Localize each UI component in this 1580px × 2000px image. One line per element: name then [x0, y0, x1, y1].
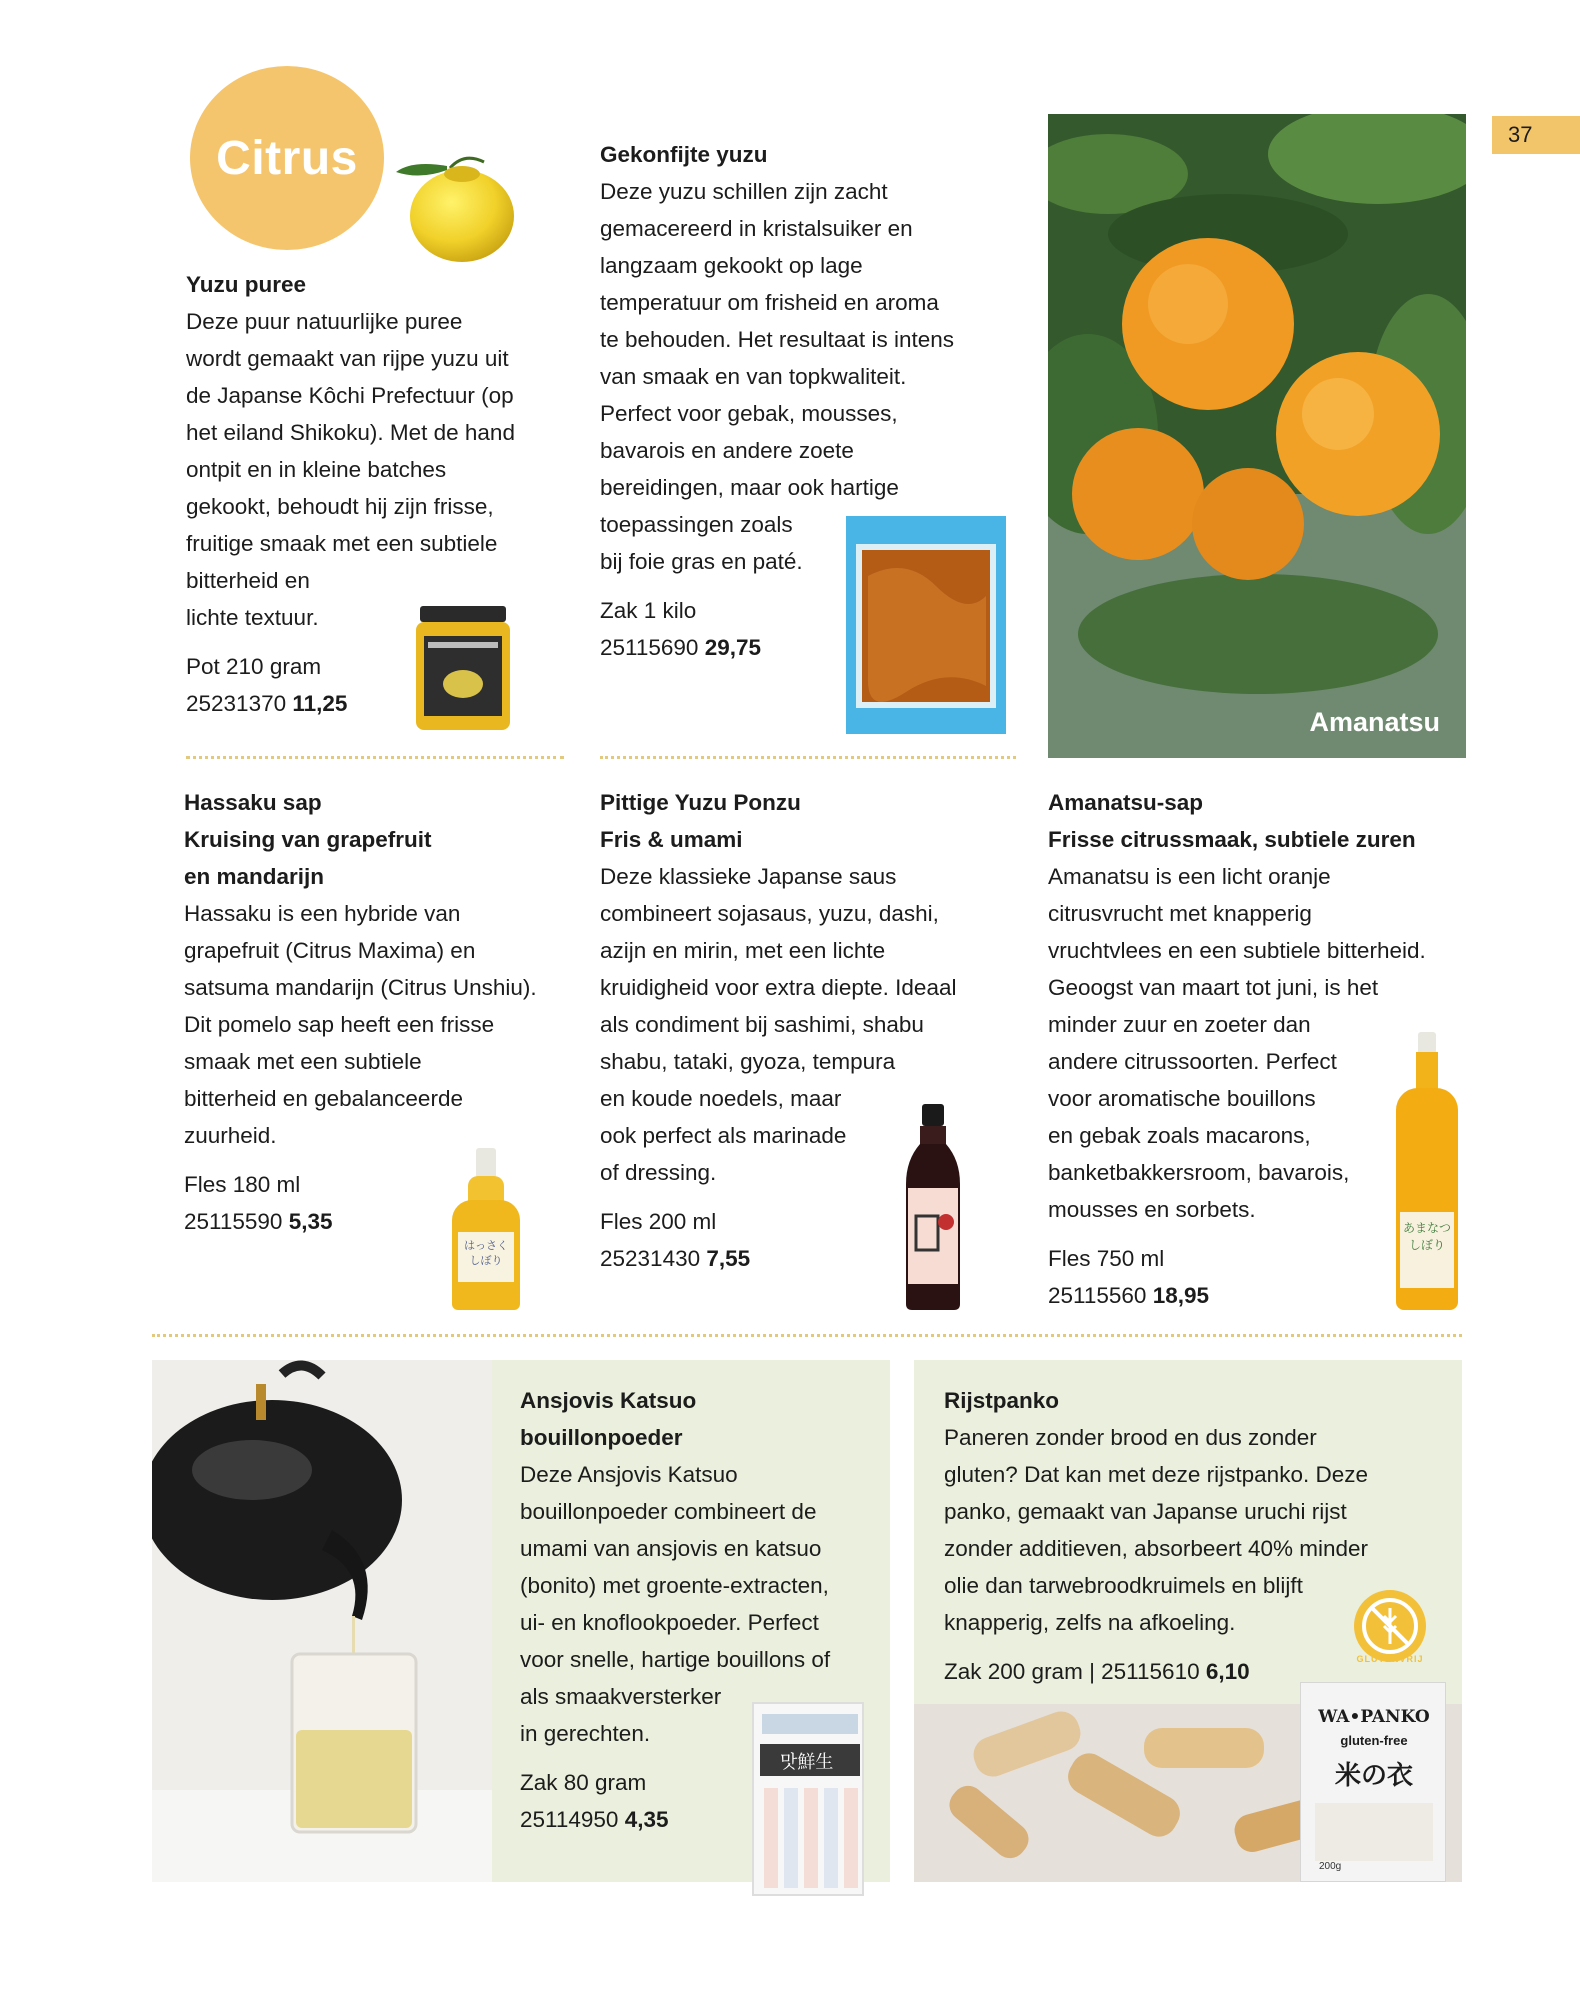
amanatsu-sap-size: Fles 750 ml — [1048, 1246, 1165, 1271]
amanatsu-photo — [1048, 114, 1466, 758]
yuzu-puree-line: bitterheid en — [186, 568, 310, 593]
yuzu-puree-line: de Japanse Kôchi Prefectuur (op — [186, 383, 514, 408]
product-code: 25231370 — [186, 691, 287, 716]
gekonfijte-yuzu-size: Zak 1 kilo — [600, 598, 697, 623]
hassaku-line: zuurheid. — [184, 1123, 277, 1148]
katsuo-line: voor snelle, hartige bouillons of — [520, 1647, 831, 1672]
teapot-photo — [152, 1360, 492, 1882]
katsuo-line: umami van ansjovis en katsuo — [520, 1536, 822, 1561]
category-badge-label: Citrus — [216, 131, 358, 185]
product-price: 5,35 — [288, 1209, 333, 1234]
panko-package-sub: gluten-free — [1340, 1733, 1408, 1748]
hassaku-line: Hassaku is een hybride van — [184, 901, 461, 926]
hassaku-subtitle: Kruising van grapefruit — [184, 827, 432, 852]
ponzu-line: als condiment bij sashimi, shabu — [600, 1012, 924, 1037]
amanatsu-sap-line: Amanatsu is een licht oranje — [1048, 864, 1331, 889]
amanatsu-tree-illustration — [1048, 114, 1466, 758]
product-code: 25231430 — [600, 1246, 701, 1271]
product-price: 7,55 — [706, 1246, 751, 1271]
panko-line: olie dan tarwebroodkruimels en blijft — [944, 1573, 1303, 1598]
panko-package-jp: 米の衣 — [1334, 1761, 1413, 1791]
katsuo-package-image — [752, 1702, 864, 1896]
hassaku-line: bitterheid en gebalanceerde — [184, 1086, 463, 1111]
gekonfijte-yuzu-line: bavarois en andere zoete — [600, 438, 854, 463]
product-price: 18,95 — [1152, 1283, 1210, 1308]
hassaku-line: smaak met een subtiele — [184, 1049, 422, 1074]
yuzu-puree-line: ontpit en in kleine batches — [186, 457, 447, 482]
panko-title: Rijstpanko — [944, 1388, 1060, 1413]
gluten-free-badge — [1346, 1586, 1434, 1674]
yuzu-puree-line: gekookt, behoudt hij zijn frisse, — [186, 494, 494, 519]
product-code: 25115590 — [184, 1209, 283, 1234]
katsuo-line: (bonito) met groente-extracten, — [520, 1573, 829, 1598]
yuzu-puree-line: het eiland Shikoku). Met de hand — [186, 420, 515, 445]
panko-line: gluten? Dat kan met deze rijstpanko. Deze — [944, 1462, 1368, 1487]
separator — [186, 756, 564, 759]
product-price: 11,25 — [292, 691, 348, 716]
yuzu-puree-line: wordt gemaakt van rijpe yuzu uit — [186, 346, 509, 371]
product-price: 6,10 — [1205, 1659, 1250, 1684]
product-code: 25115690 — [600, 635, 699, 660]
amanatsu-photo-caption: Amanatsu — [1309, 707, 1440, 737]
katsuo-line: als smaakversterker — [520, 1684, 722, 1709]
ponzu-line: en koude noedels, maar — [600, 1086, 842, 1111]
ponzu-line: kruidigheid voor extra diepte. Ideaal — [600, 975, 957, 1000]
hassaku-size: Fles 180 ml — [184, 1172, 301, 1197]
gekonfijte-yuzu-line: langzaam gekookt op lage — [600, 253, 863, 278]
yuzu-puree-size: Pot 210 gram — [186, 654, 322, 679]
yuzu-puree-jar-image — [412, 606, 514, 732]
hassaku-bottle-label: はっさく しぼり — [458, 1232, 514, 1282]
amanatsu-sap-line: voor aromatische bouillons — [1048, 1086, 1316, 1111]
hassaku-line: Dit pomelo sap heeft een frisse — [184, 1012, 495, 1037]
hassaku-title: Hassaku sap — [184, 790, 322, 815]
ponzu-title: Pittige Yuzu Ponzu — [600, 790, 801, 815]
ponzu-line: azijn en mirin, met een lichte — [600, 938, 886, 963]
amanatsu-sap-line: Geoogst van maart tot juni, is het — [1048, 975, 1379, 1000]
hassaku-bottle-image — [450, 1148, 522, 1310]
hassaku-subtitle: en mandarijn — [184, 864, 325, 889]
gekonfijte-yuzu-line: gemacereerd in kristalsuiker en — [600, 216, 913, 241]
panko-line: knapperig, zelfs na afkoeling. — [944, 1610, 1236, 1635]
katsuo-line: bouillonpoeder combineert de — [520, 1499, 817, 1524]
hassaku-code-price — [184, 1203, 584, 1240]
hassaku-line: satsuma mandarijn (Citrus Unshiu). — [184, 975, 537, 1000]
gekonfijte-yuzu-line: van smaak en van topkwaliteit. — [600, 364, 907, 389]
katsuo-size: Zak 80 gram — [520, 1770, 647, 1795]
katsuo-line: in gerechten. — [520, 1721, 651, 1746]
page-number: 37 — [1492, 116, 1580, 154]
panko-line: panko, gemaakt van Japanse uruchi rijst — [944, 1499, 1347, 1524]
product-price: 4,35 — [624, 1807, 669, 1832]
amanatsu-bottle-image — [1392, 1032, 1462, 1310]
panko-line: Paneren zonder brood en dus zonder — [944, 1425, 1317, 1450]
ponzu-line: ook perfect als marinade — [600, 1123, 847, 1148]
gekonfijte-yuzu-line: Deze yuzu schillen zijn zacht — [600, 179, 888, 204]
yuzu-puree-line: lichte textuur. — [186, 605, 319, 630]
amanatsu-sap-line: mousses en sorbets. — [1048, 1197, 1256, 1222]
gekonfijte-yuzu-line: bereidingen, maar ook hartige — [600, 475, 899, 500]
separator — [600, 756, 1016, 759]
yuzu-puree-line: Deze puur natuurlijke puree — [186, 309, 463, 334]
amanatsu-sap-line: andere citrussoorten. Perfect — [1048, 1049, 1337, 1074]
amanatsu-sap-subtitle: Frisse citrussmaak, subtiele zuren — [1048, 827, 1416, 852]
amanatsu-bottle-label: あまなつ しぼり — [1400, 1212, 1454, 1288]
yuzu-puree-line: fruitige smaak met een subtiele — [186, 531, 498, 556]
panko-package-weight: 200g — [1319, 1861, 1342, 1872]
product-code: 25114950 — [520, 1807, 619, 1832]
hassaku-block — [184, 784, 584, 1240]
katsuo-title: bouillonpoeder — [520, 1425, 683, 1450]
ponzu-size: Fles 200 ml — [600, 1209, 717, 1234]
teapot-illustration — [152, 1360, 492, 1882]
ponzu-line: combineert sojasaus, yuzu, dashi, — [600, 901, 939, 926]
amanatsu-sap-line: banketbakkersroom, bavarois, — [1048, 1160, 1350, 1185]
ponzu-subtitle: Fris & umami — [600, 827, 743, 852]
yuzu-puree-title: Yuzu puree — [186, 272, 307, 297]
amanatsu-sap-line: en gebak zoals macarons, — [1048, 1123, 1311, 1148]
katsuo-package-title: 맛鮮生 — [780, 1752, 834, 1773]
ponzu-line: Deze klassieke Japanse saus — [600, 864, 897, 889]
separator — [152, 1334, 1462, 1337]
amanatsu-sap-line: minder zuur en zoeter dan — [1048, 1012, 1311, 1037]
amanatsu-sap-line: citrusvrucht met knapperig — [1048, 901, 1312, 926]
product-price: 29,75 — [704, 635, 762, 660]
ponzu-line: shabu, tataki, gyoza, tempura — [600, 1049, 896, 1074]
katsuo-line: Deze Ansjovis Katsuo — [520, 1462, 738, 1487]
gekonfijte-yuzu-line: toepassingen zoals — [600, 512, 793, 537]
katsuo-line: ui- en knoflookpoeder. Perfect — [520, 1610, 819, 1635]
gluten-free-badge-label: GLUTENVRIJ — [1356, 1654, 1424, 1664]
panko-line: zonder additieven, absorbeert 40% minder — [944, 1536, 1369, 1561]
gekonfijte-yuzu-line: Perfect voor gebak, mousses, — [600, 401, 898, 426]
amanatsu-sap-title: Amanatsu-sap — [1048, 790, 1204, 815]
panko-package-brand: WA•PANKO — [1318, 1707, 1430, 1727]
hassaku-line: grapefruit (Citrus Maxima) en — [184, 938, 476, 963]
ponzu-line: of dressing. — [600, 1160, 717, 1185]
gekonfijte-yuzu-title: Gekonfijte yuzu — [600, 142, 768, 167]
yuzu-fruit-image — [392, 146, 532, 264]
category-badge — [190, 66, 384, 250]
ponzu-bottle-image — [902, 1104, 964, 1310]
product-size-code: Zak 200 gram | 25115610 — [944, 1659, 1200, 1684]
katsuo-title: Ansjovis Katsuo — [520, 1388, 697, 1413]
gekonfijte-yuzu-line: te behouden. Het resultaat is intens — [600, 327, 954, 352]
panko-package-image — [1300, 1682, 1446, 1882]
gekonfijte-yuzu-bag-image — [846, 516, 1006, 734]
product-code: 25115560 — [1048, 1283, 1147, 1308]
amanatsu-sap-line: vruchtvlees en een subtiele bitterheid. — [1048, 938, 1426, 963]
gekonfijte-yuzu-line: bij foie gras en paté. — [600, 549, 803, 574]
gekonfijte-yuzu-line: temperatuur om frisheid en aroma — [600, 290, 939, 315]
